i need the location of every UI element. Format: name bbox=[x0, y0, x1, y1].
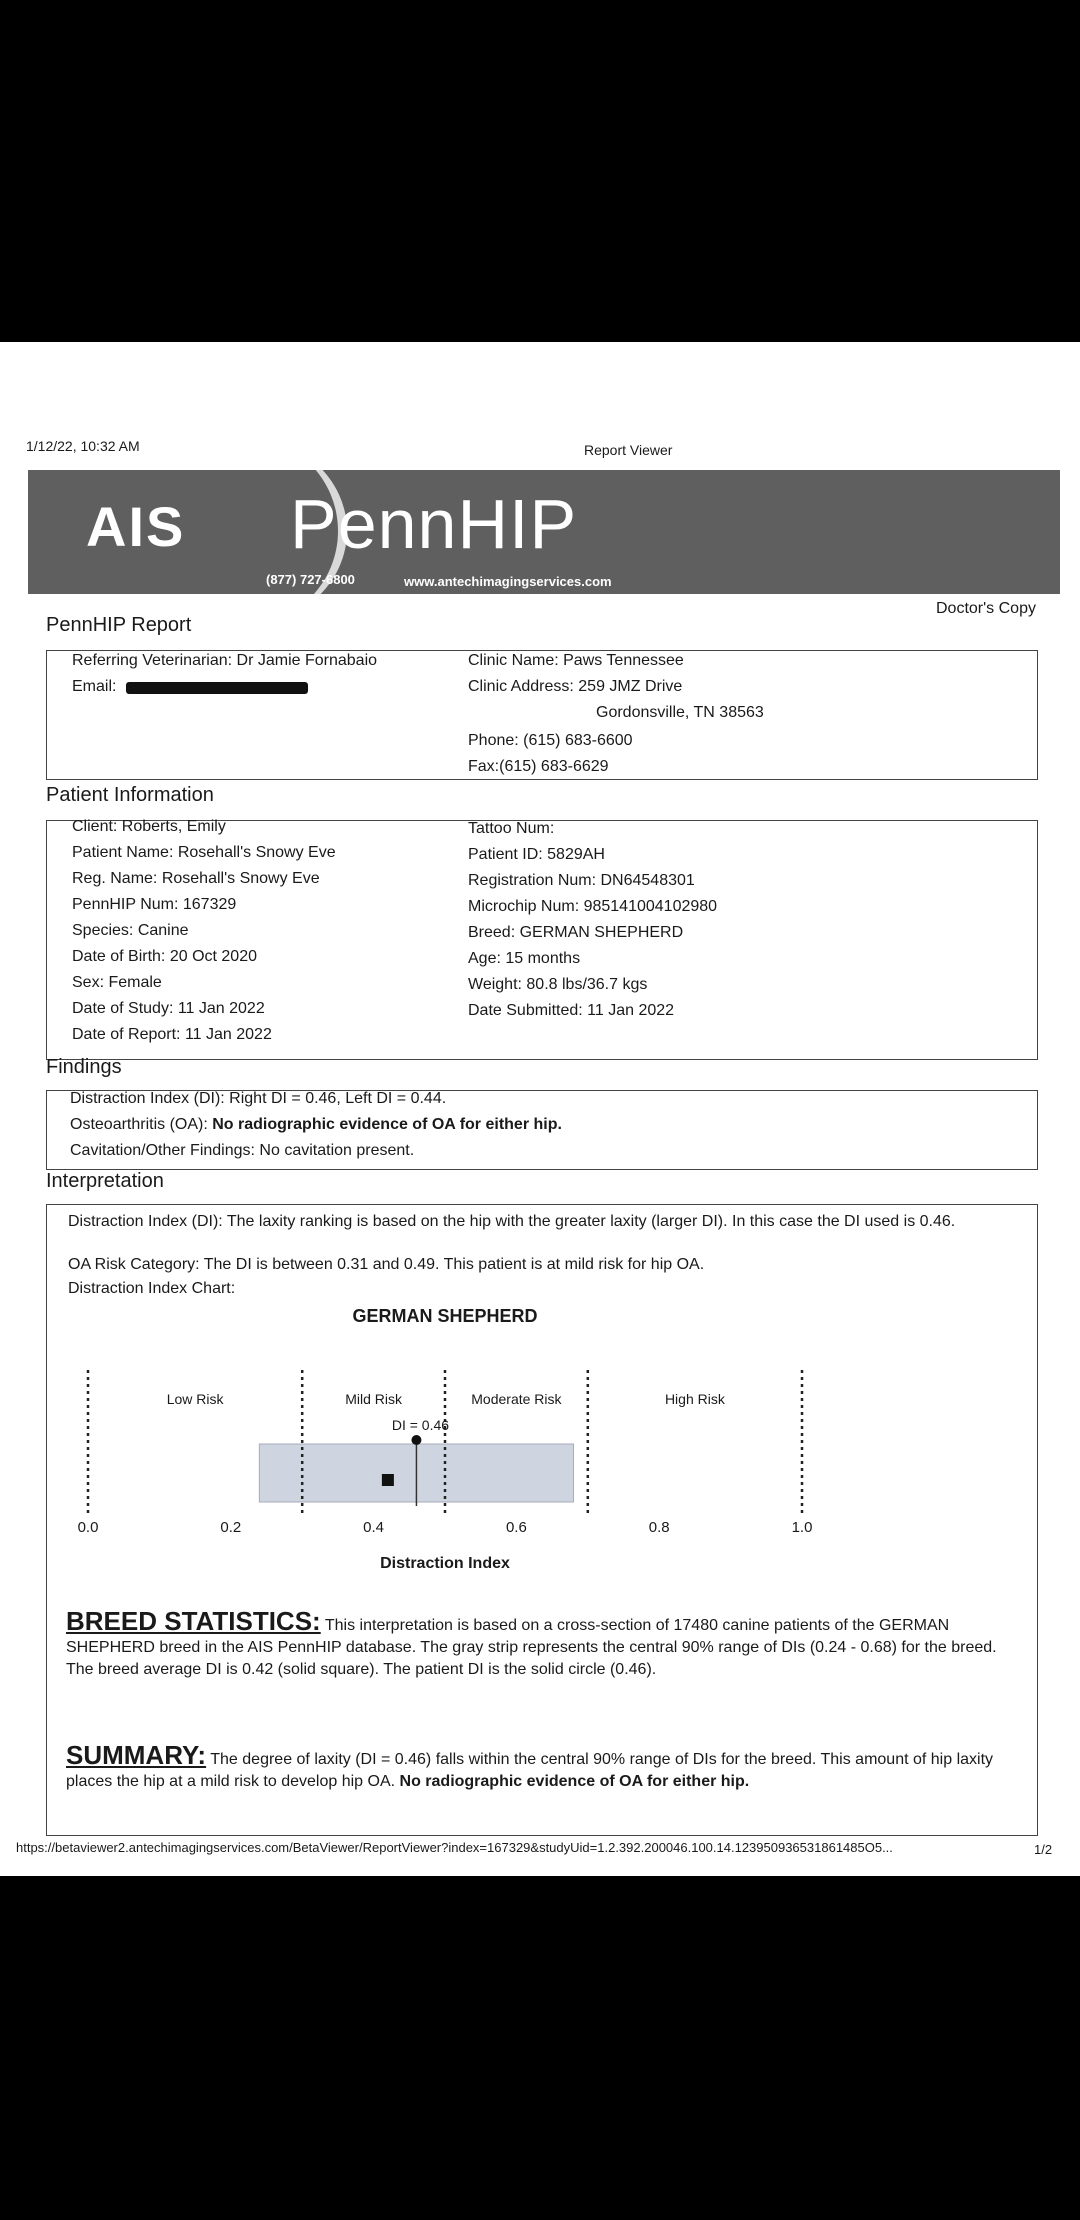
interpretation-section-title: Interpretation bbox=[46, 1170, 164, 1192]
risk-zone-label: Mild Risk bbox=[345, 1391, 402, 1407]
clinic-address: Clinic Address: 259 JMZ Drive bbox=[468, 678, 683, 695]
logo-ais: AIS bbox=[86, 495, 186, 558]
x-tick-label: 0.0 bbox=[77, 1519, 99, 1536]
x-tick-label: 0.4 bbox=[363, 1519, 385, 1536]
risk-zone-label: High Risk bbox=[664, 1391, 725, 1407]
breed: Breed: GERMAN SHEPHERD bbox=[468, 924, 684, 941]
summary-text: The degree of laxity (DI = 0.46) falls within the central 90% range of DIs for the breed. This amount of hip laxity places the hip at a mild risk to develop hip OA. bbox=[66, 1751, 994, 1790]
finding-oa bbox=[70, 1116, 562, 1134]
breed-average-square bbox=[382, 1474, 394, 1486]
sex: Sex: Female bbox=[72, 974, 162, 991]
summary bbox=[66, 1740, 1016, 1793]
finding-cavitation: Cavitation/Other Findings: No cavitation present. bbox=[70, 1142, 415, 1159]
clinic-city: Gordonsville, TN 38563 bbox=[596, 704, 764, 721]
doctors-copy-label: Doctor's Copy bbox=[936, 600, 1036, 617]
weight: Weight: 80.8 lbs/36.7 kgs bbox=[468, 976, 648, 993]
clinic-fax: Fax:(615) 683-6629 bbox=[468, 758, 609, 775]
findings-section-title: Findings bbox=[46, 1056, 122, 1078]
breed-statistics bbox=[66, 1606, 1016, 1681]
patient-di-label: DI = 0.46 bbox=[391, 1417, 450, 1433]
date-of-birth: Date of Birth: 20 Oct 2020 bbox=[72, 948, 257, 965]
report-page bbox=[0, 342, 1080, 1876]
print-title: Report Viewer bbox=[584, 442, 673, 458]
report-section-title: PennHIP Report bbox=[46, 614, 192, 636]
x-tick-label: 0.2 bbox=[220, 1519, 242, 1536]
patient-name: Patient Name: Rosehall's Snowy Eve bbox=[72, 844, 336, 861]
reg-name: Reg. Name: Rosehall's Snowy Eve bbox=[72, 870, 320, 887]
date-of-study: Date of Study: 11 Jan 2022 bbox=[72, 1000, 265, 1017]
finding-di: Distraction Index (DI): Right DI = 0.46, Left DI = 0.44. bbox=[70, 1090, 447, 1107]
date-of-report: Date of Report: 11 Jan 2022 bbox=[72, 1026, 272, 1043]
x-tick-label: 1.0 bbox=[791, 1519, 813, 1536]
banner-website: www.antechimagingservices.com bbox=[404, 574, 612, 589]
x-tick-label: 0.6 bbox=[505, 1519, 527, 1536]
date-submitted: Date Submitted: 11 Jan 2022 bbox=[468, 1002, 675, 1019]
species: Species: Canine bbox=[72, 922, 189, 939]
footer-url: https://betaviewer2.antechimagingservices.com/BetaViewer/ReportViewer?index=167329&studyUid=1.2.392.200046.100.14.123950936531861485O5... bbox=[16, 1840, 893, 1855]
patient-di-circle bbox=[411, 1435, 421, 1445]
client: Client: Roberts, Emily bbox=[72, 818, 226, 835]
patient-section-title: Patient Information bbox=[46, 784, 214, 806]
page-number: 1/2 bbox=[1034, 1842, 1053, 1857]
referring-vet: Referring Veterinarian: Dr Jamie Fornabaio bbox=[72, 652, 378, 669]
breed-statistics-heading: BREED STATISTICS: bbox=[66, 1606, 321, 1636]
ais-pennhip-banner bbox=[28, 470, 1060, 594]
risk-zone-label: Low Risk bbox=[166, 1391, 224, 1407]
finding-oa-label: Osteoarthritis (OA): bbox=[70, 1116, 213, 1133]
interpretation-di: Distraction Index (DI): The laxity ranking is based on the hip with the greater laxity (larger DI). In this case the DI used is 0.46. bbox=[68, 1213, 956, 1230]
clinic-phone: Phone: (615) 683-6600 bbox=[468, 732, 633, 749]
banner-phone: (877) 727-6800 bbox=[266, 572, 355, 587]
age: Age: 15 months bbox=[468, 950, 581, 967]
clinic-name: Clinic Name: Paws Tennessee bbox=[468, 652, 684, 669]
risk-zone-label: Moderate Risk bbox=[471, 1391, 562, 1407]
print-timestamp: 1/12/22, 10:32 AM bbox=[26, 438, 140, 454]
email-label: Email: bbox=[72, 678, 117, 695]
chart-title: GERMAN SHEPHERD bbox=[352, 1306, 538, 1326]
oa-risk-category: OA Risk Category: The DI is between 0.31 and 0.49. This patient is at mild risk for hip OA. bbox=[68, 1256, 705, 1273]
email-redaction bbox=[126, 682, 308, 694]
finding-oa-value: No radiographic evidence of OA for either hip. bbox=[212, 1116, 562, 1133]
x-tick-label: 0.8 bbox=[648, 1519, 670, 1536]
patient-id: Patient ID: 5829AH bbox=[468, 846, 605, 863]
tattoo-num: Tattoo Num: bbox=[468, 820, 555, 837]
chart-label: Distraction Index Chart: bbox=[68, 1280, 236, 1297]
pennhip-num: PennHIP Num: 167329 bbox=[72, 896, 237, 913]
summary-heading: SUMMARY: bbox=[66, 1740, 207, 1770]
x-axis-label: Distraction Index bbox=[380, 1555, 510, 1572]
registration-num: Registration Num: DN64548301 bbox=[468, 872, 695, 889]
summary-bold: No radiographic evidence of OA for either hip. bbox=[399, 1773, 750, 1790]
microchip-num: Microchip Num: 985141004102980 bbox=[468, 898, 718, 915]
breed-statistics-text: This interpretation is based on a cross-section of 17480 canine patients of the GERMAN SHEPHERD breed in the AIS PennHIP database. The gray strip represents the central 90% range of DIs (0.24 - 0.68) for the breed. The breed average DI is 0.42 (solid square). The patient DI is the solid circle (0.46). bbox=[66, 1617, 997, 1678]
logo-pennhip: PennHIP bbox=[290, 485, 578, 563]
distraction-index-chart bbox=[66, 1292, 826, 1592]
